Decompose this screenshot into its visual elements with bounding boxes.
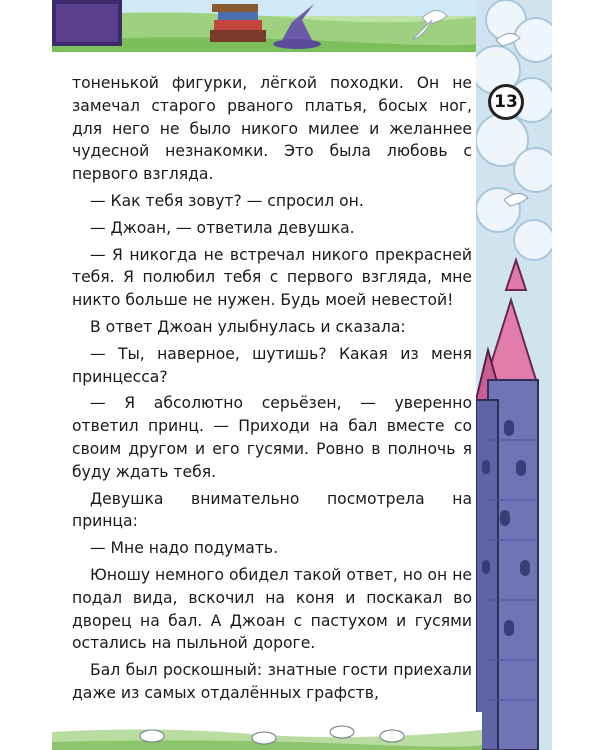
paragraph: — Я абсолютно серьёзен, — уверенно ответил принц. — Приходи на бал вместе со своим другом и его гусями. Ровно в полночь я буду ждать тебя. xyxy=(72,394,472,481)
paragraph: — Я никогда не встречал никого прекрасней тебя. Я полюбил тебя с первого взгляда, мне никто больше не нужен. Будь моей невестой! xyxy=(72,245,472,310)
page-number: 13 xyxy=(488,84,524,120)
paragraph: Юношу немного обидел такой ответ, но он не подал вида, вскочил на коня и поскакал во дворец на бал. А Джоан с пастухом и гусями остались на пыльной дороге. xyxy=(72,565,472,653)
paragraph: — Джоан, — ответила девушка. xyxy=(90,218,355,237)
paragraph: — Ты, наверное, шутишь? Какая из меня принцесса? xyxy=(72,344,472,386)
books-icon xyxy=(210,4,266,42)
story-text xyxy=(72,72,472,705)
bottom-illustration xyxy=(52,712,482,750)
paragraph: — Мне надо подумать. xyxy=(90,539,279,558)
paragraph: В ответ Джоан улыбнулась и сказала: xyxy=(90,317,406,336)
paragraph: Бал был роскошный: знатные гости приехали даже из самых отдалённых графств, xyxy=(72,661,472,702)
top-illustration xyxy=(52,0,497,52)
paragraph: Девушка внимательно посмотрела на принца: xyxy=(72,489,472,531)
paragraph: тоненькой фигурки, лёгкой походки. Он не замечал старого рваного платья, босых ног, для него не было никого милее и желаннее чудесной незнакомки. Это была любовь с первого взгляда. xyxy=(72,74,472,184)
paragraph: — Как тебя зовут? — спросил он. xyxy=(90,191,364,210)
